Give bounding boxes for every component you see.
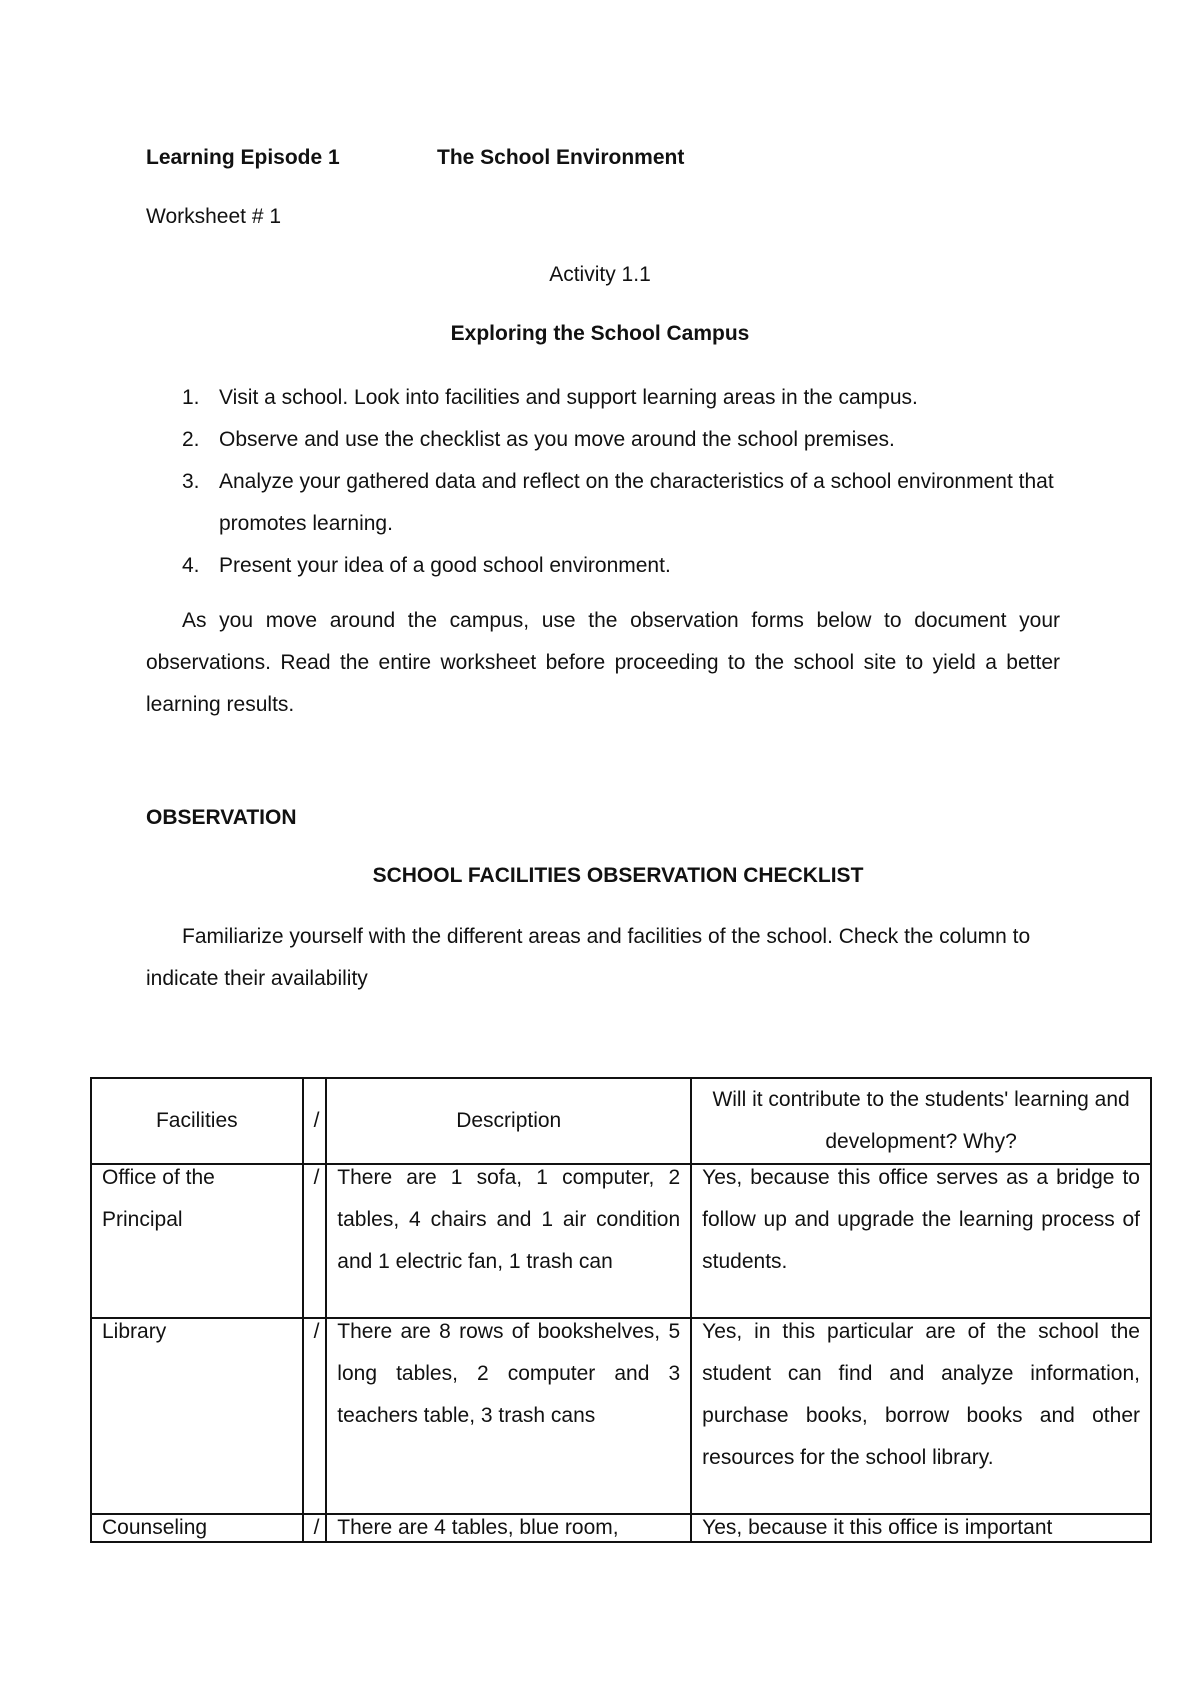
episode-label: Learning Episode 1 <box>146 146 340 169</box>
step-text: Analyze your gathered data and reflect on the characteristics of a school environment that promotes learning. <box>219 470 1054 535</box>
step-number: 2. <box>182 428 200 451</box>
table-row <box>91 1514 1151 1542</box>
header-check: / <box>303 1078 327 1164</box>
step-item <box>146 461 1106 545</box>
cell-description: There are 1 sofa, 1 computer, 2 tables, 4 chairs and 1 air condition and 1 electric fan, 1 trash can <box>326 1164 691 1318</box>
cell-why: Yes, because it this office is important <box>691 1514 1151 1542</box>
worksheet-number: Worksheet # 1 <box>146 205 282 228</box>
step-text: Visit a school. Look into facilities and support learning areas in the campus. <box>219 386 918 409</box>
step-text: Observe and use the checklist as you move around the school premises. <box>219 428 895 451</box>
step-item <box>146 377 1106 419</box>
activity-number: Activity 1.1 <box>549 263 651 286</box>
step-number: 4. <box>182 554 200 577</box>
activity-title: Exploring the School Campus <box>450 322 750 345</box>
cell-why: Yes, because this office serves as a bridge to follow up and upgrade the learning process of students. <box>691 1164 1151 1318</box>
observation-heading: OBSERVATION <box>146 806 297 829</box>
step-text: Present your idea of a good school environment. <box>219 554 671 577</box>
facilities-checklist-table <box>90 1077 1152 1543</box>
cell-facility: Counseling <box>91 1514 303 1542</box>
cell-facility: Library <box>91 1318 303 1514</box>
cell-description: There are 4 tables, blue room, <box>326 1514 691 1542</box>
header-facilities: Facilities <box>91 1078 303 1164</box>
table-row <box>91 1318 1151 1514</box>
instructions-paragraph: Familiarize yourself with the different areas and facilities of the school. Check the column to indicate their availability <box>146 925 1031 990</box>
header-description: Description <box>326 1078 691 1164</box>
cell-why: Yes, in this particular are of the school the student can find and analyze information, purchase books, borrow books and other resources for the school library. <box>691 1318 1151 1514</box>
steps-list <box>146 377 1106 587</box>
cell-check: / <box>303 1164 327 1318</box>
step-number: 3. <box>182 470 200 493</box>
episode-title: The School Environment <box>437 146 685 169</box>
checklist-title: SCHOOL FACILITIES OBSERVATION CHECKLIST <box>372 864 864 887</box>
cell-description: There are 8 rows of bookshelves, 5 long tables, 2 computer and 3 teachers table, 3 trash cans <box>326 1318 691 1514</box>
step-item <box>146 545 1106 587</box>
step-item <box>146 419 1106 461</box>
cell-check: / <box>303 1514 327 1542</box>
table-header-row <box>91 1078 1151 1164</box>
cell-facility: Office of the Principal <box>91 1164 303 1318</box>
cell-check: / <box>303 1318 327 1514</box>
intro-paragraph: As you move around the campus, use the observation forms below to document your observations. Read the entire worksheet before proceeding to the school site to yield a better learning results. <box>146 609 1060 716</box>
step-number: 1. <box>182 386 200 409</box>
table-row <box>91 1164 1151 1318</box>
header-why: Will it contribute to the students' learning and development? Why? <box>691 1078 1151 1164</box>
